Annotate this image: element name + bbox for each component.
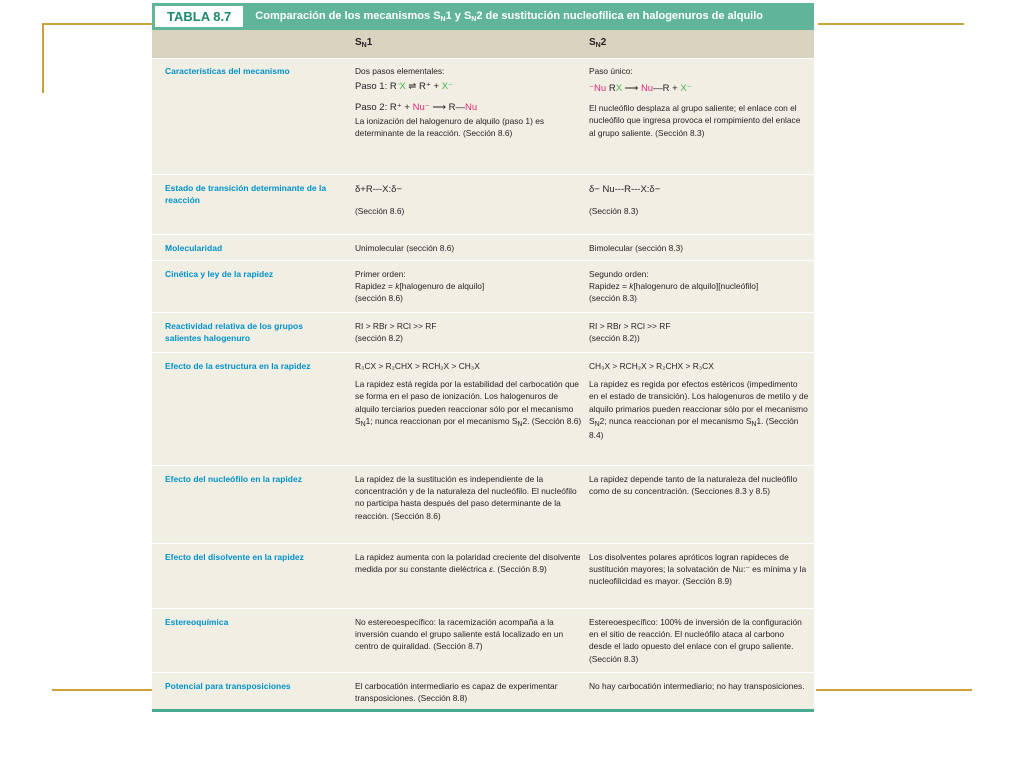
cell-text: (Sección 8.3)	[589, 206, 639, 216]
transition-state-formula: δ− Nu---R---X:δ−	[589, 184, 661, 195]
row-label: Efecto de la estructura en la rapidez	[165, 361, 311, 371]
equation-sn2: ⁻Nu RX ⟶ Nu—R + X⁻	[589, 83, 692, 95]
row-label: Potencial para transposiciones	[165, 681, 291, 691]
cell-sn1: No estereoespecífico: la racemización acompaña a la inversión cuando el grupo saliente está localizado en un centro de quiralidad. (Sección 8.7)	[355, 617, 564, 652]
cell-sn2	[589, 268, 809, 305]
cell-sn2	[589, 360, 809, 441]
cell-sn1: La rapidez de la sustitución es independiente de la concentración y de la naturaleza del nucleófilo. El nucleófilo no participa hasta después del paso determinante de la reacción. (Sección 8.6)	[355, 474, 577, 521]
row-structure-effect	[152, 353, 814, 466]
row-nucleophile-effect	[152, 466, 814, 544]
row-label: Reactividad relativa de los grupos salientes halogenuro	[165, 321, 303, 343]
row-label: Estereoquímica	[165, 617, 229, 627]
row-transition-state	[152, 175, 814, 235]
cell-sn1	[355, 65, 583, 140]
cell-text: R₃CX > R₂CHX > RCH₂X > CH₃X	[355, 361, 480, 371]
cell-sn1	[355, 360, 583, 429]
cell-sn2	[589, 182, 809, 217]
row-molecularity	[152, 235, 814, 261]
row-label: Estado de transición determinante de la reacción	[165, 183, 327, 205]
table-number: TABLA 8.7	[155, 6, 243, 27]
column-header-sn1: $S_N1$	[355, 37, 373, 49]
row-kinetics	[152, 261, 814, 313]
cell-sn1: El carbocatión intermediario es capaz de experimentar transposiciones. (Sección 8.8)	[355, 681, 558, 704]
cell-sn2: La rapidez depende tanto de la naturaleza del nucleófilo como de su concentración. (Secciones 8.3 y 8.5)	[589, 474, 798, 497]
cell-text: Dos pasos elementales:	[355, 66, 445, 76]
cell-text: RI > RBr > RCl >> RF	[355, 321, 437, 331]
row-label: Cinética y ley de la rapidez	[165, 269, 274, 279]
cell-text: Rapidez = k[halogenuro de alquilo]	[355, 281, 485, 292]
row-stereochemistry	[152, 609, 814, 673]
cell-sn2: No hay carbocatión intermediario; no hay transposiciones.	[589, 681, 805, 691]
row-solvent-effect	[152, 544, 814, 609]
cell-text: Rapidez = k[halogenuro de alquilo][nucleófilo]	[589, 281, 759, 292]
cell-text: (Sección 8.6)	[355, 206, 405, 216]
transition-state-formula: δ+R---X:δ−	[355, 184, 402, 195]
cell-text: Paso único:	[589, 66, 633, 76]
table-header	[152, 3, 814, 30]
row-label: Efecto del disolvente en la rapidez	[165, 552, 304, 562]
cell-text: (sección 8.2)	[355, 333, 403, 344]
decor-line-top-right	[818, 23, 964, 25]
cell-text: La ionización del halogenuro de alquilo (paso 1) es determinante de la reacción. (Sección 8.6)	[355, 116, 545, 139]
equation-step2: Paso 2: R⁺ + Nu⁻ ⟶ R—Nu	[355, 102, 478, 114]
cell-sn2	[589, 65, 809, 139]
cell-sn2: Estereoespecífico: 100% de inversión de la configuración en el sitio de reacción. El nucleófilo ataca al carbono desde el lado opuesto del enlace con el grupo saliente. (Sección 8.3)	[589, 617, 802, 664]
comparison-table	[152, 3, 814, 712]
cell-sn1	[355, 182, 583, 217]
row-mechanism	[152, 58, 814, 175]
decor-line-bottom-left	[52, 689, 152, 691]
cell-text: Primer orden:	[355, 269, 406, 279]
cell-sn1: La rapidez aumenta con la polaridad creciente del disolvente medida por su constante dieléctrica ε. (Sección 8.9)	[355, 552, 581, 575]
cell-text: CH₃X > RCH₂X > R₂CHX > R₃CX	[589, 361, 714, 371]
decor-line-bottom-right	[816, 689, 972, 691]
equation-step1: Paso 1: R··X ⇌ R⁺ + X⁻	[355, 81, 454, 93]
table-title: Comparación de los mecanismos $S_N1$ y $S_N2$ de sustitución nucleofílica en halogenuros de alquilo	[255, 10, 763, 23]
decor-line-top-left-vertical	[42, 23, 44, 93]
decor-line-top-left	[42, 23, 152, 25]
cell-text: (sección 8.2))	[589, 333, 640, 344]
cell-sn1: Unimolecular (sección 8.6)	[355, 243, 455, 253]
row-rearrangements	[152, 673, 814, 709]
cell-sn2: Bimolecular (sección 8.3)	[589, 243, 684, 253]
cell-text: El nucleófilo desplaza al grupo saliente; el enlace con el nucleófilo que ingresa provoca el rompimiento del enlace al grupo saliente. (Sección 8.3)	[589, 103, 801, 138]
cell-text: La rapidez es regida por efectos estéricos (impedimento en el estado de transición). Los halogenuros de metilo y de alquilo primarios pueden reaccionar sólo por el mecanismo $S_N2$; nunca reaccionan por el mecanismo $S_N1$. (Sección 8.4)	[589, 379, 809, 441]
column-header-sn2: $S_N2$	[589, 37, 607, 49]
cell-sn2	[589, 320, 809, 344]
cell-text: Segundo orden:	[589, 269, 649, 279]
cell-sn2: Los disolventes polares apróticos logran rapideces de sustitución mayores; la solvatación de Nu:⁻ es mínima y la nucleofilicidad es mayor. (Sección 8.9)	[589, 552, 807, 587]
row-leaving-group	[152, 313, 814, 353]
row-label: Características del mecanismo	[165, 66, 290, 76]
cell-sn1	[355, 268, 583, 305]
cell-sn1	[355, 320, 583, 344]
row-label: Molecularidad	[165, 243, 223, 253]
cell-text: (sección 8.3)	[589, 293, 637, 304]
cell-text: La rapidez está regida por la estabilidad del carbocatión que se forma en el paso de ionización. Los halogenuros de alquilo terciarios pueden reaccionar sólo por el mecanismo $S_N1$; nunca reaccionan por el mecanismo $S_N2$. (Sección 8.6)	[355, 379, 582, 428]
column-header-row	[152, 30, 814, 59]
cell-text: (sección 8.6)	[355, 293, 403, 304]
cell-text: RI > RBr > RCl >> RF	[589, 321, 671, 331]
row-label: Efecto del nucleófilo en la rapidez	[165, 474, 302, 484]
